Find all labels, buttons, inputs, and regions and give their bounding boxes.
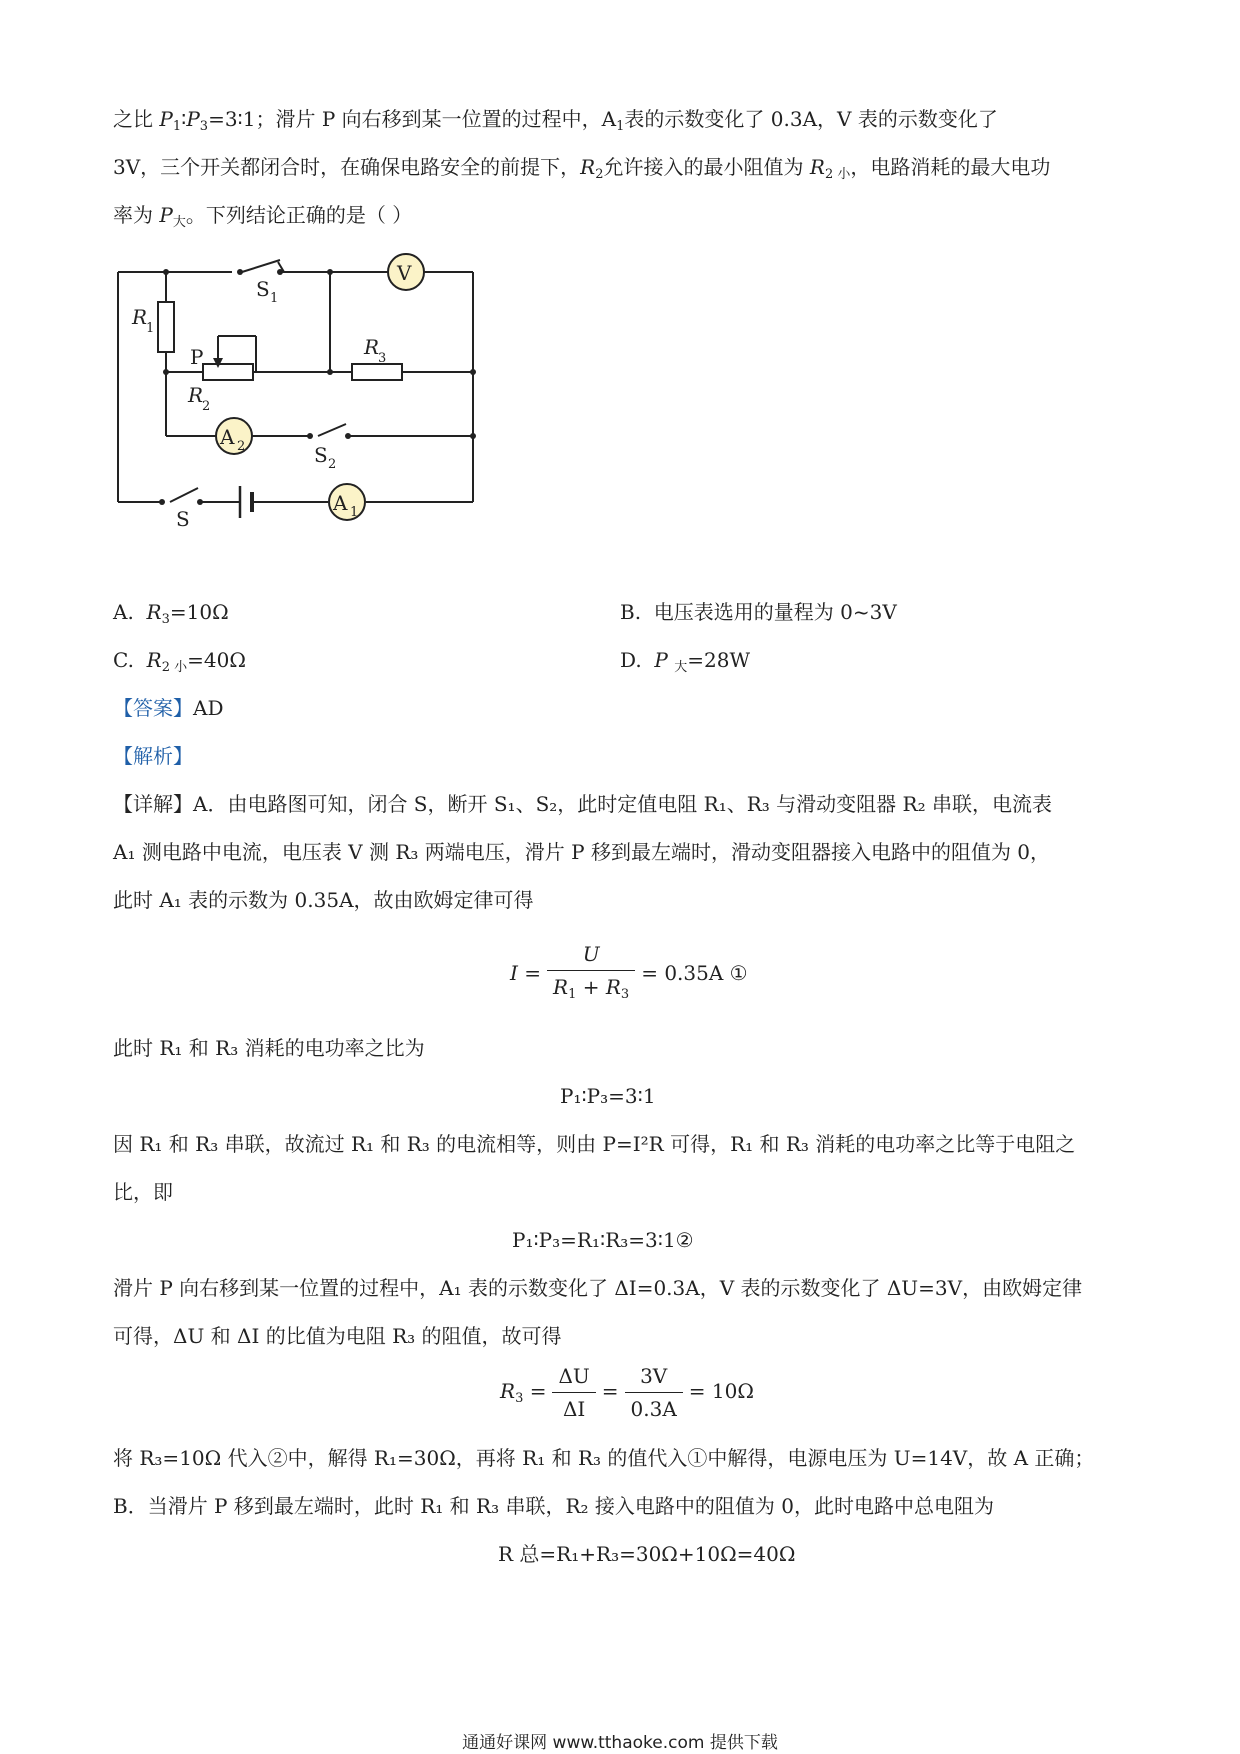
svg-text:1: 1 [350, 505, 359, 520]
detail-line-3: 此时 A₁ 表的示数为 0.35A，故由欧姆定律可得 [113, 888, 534, 912]
option-c: C. $R_{2 小}=40\Omega$ [113, 648, 246, 675]
label-v: V [397, 261, 412, 285]
svg-text:3: 3 [378, 351, 387, 366]
equation-3: P₁∶P₃=R₁∶R₃=3∶1② [512, 1228, 694, 1252]
detail-line-8: 可得，ΔU 和 ΔI 的比值为电阻 R₃ 的阻值，故可得 [113, 1324, 562, 1348]
label-s: S [176, 507, 190, 531]
label-r2: R [188, 383, 204, 407]
detail-line-10: B．当滑片 P 移到最左端时，此时 R₁ 和 R₃ 串联，R₂ 接入电路中的阻值为 0，此时电路中总电阻为 [113, 1494, 994, 1518]
intro-line-1: 之比 $P_1∶P_3=3∶1$；滑片 P 向右移到某一位置的过程中，$A_1$表的示数变化了 0.3A，V 表的示数变化了 [113, 107, 998, 134]
equation-4: $R_3$ = $\frac{\Delta U}{\Delta I}$ = $\frac{3V}{0.3A}$ = 10Ω [500, 1364, 754, 1421]
label-r1: R [132, 305, 148, 329]
option-d: D. P $_大$=28W [620, 648, 751, 675]
label-a2: A [220, 425, 235, 449]
label-r3: R [364, 335, 380, 359]
svg-text:2: 2 [202, 399, 211, 414]
svg-text:1: 1 [270, 291, 279, 306]
option-a: A. $R_3=10\Omega$ [113, 600, 229, 627]
intro-line-3: 率为 $P_大$。下列结论正确的是（ ） [113, 203, 413, 230]
detail-line-2: A₁ 测电路中电流，电压表 V 测 R₃ 两端电压，滑片 P 移到最左端时，滑动变阻器接入电路中的阻值为 0， [113, 840, 1051, 864]
detail-line-9: 将 R₃=10Ω 代入②中，解得 R₁=30Ω，再将 R₁ 和 R₃ 的值代入①中解得，电源电压为 U=14V，故 A 正确； [113, 1446, 1095, 1470]
equation-1: I = $\frac{U}{R_1 + R_3}$ = 0.35A ① [510, 942, 748, 1002]
answer: 【答案】AD [113, 696, 224, 720]
detail-line-6: 比，即 [113, 1180, 173, 1204]
detail-line-4: 此时 R₁ 和 R₃ 消耗的电功率之比为 [113, 1036, 425, 1060]
svg-text:2: 2 [237, 439, 246, 454]
circuit-diagram [100, 240, 500, 540]
svg-text:2: 2 [328, 457, 337, 472]
detail-line-7: 滑片 P 向右移到某一位置的过程中，A₁ 表的示数变化了 ΔI=0.3A，V 表的示数变化了 ΔU=3V，由欧姆定律 [113, 1276, 1083, 1300]
footer: 通通好课网 www.tthaoke.com 提供下载 [462, 1733, 778, 1753]
label-s1: S [256, 277, 270, 301]
detail-line-1: 【详解】A．由电路图可知，闭合 S，断开 S₁、S₂，此时定值电阻 R₁、R₃ 与滑动变阻器 R₂ 串联，电流表 [113, 792, 1052, 816]
label-a1: A [333, 491, 348, 515]
option-b: B. 电压表选用的量程为 0~3V [620, 600, 897, 624]
svg-text:1: 1 [146, 321, 155, 336]
equation-5: R 总=R₁+R₃=30Ω+10Ω=40Ω [498, 1542, 796, 1566]
detail-line-5: 因 R₁ 和 R₃ 串联，故流过 R₁ 和 R₃ 的电流相等，则由 P=I²R 可得，R₁ 和 R₃ 消耗的电功率之比等于电阻之 [113, 1132, 1076, 1156]
label-s2: S [314, 443, 328, 467]
analysis-tag: 【解析】 [113, 744, 193, 768]
label-p: P [190, 345, 204, 369]
equation-2: P₁∶P₃=3∶1 [560, 1084, 656, 1108]
intro-line-2: 3V，三个开关都闭合时，在确保电路安全的前提下，$R_2$允许接入的最小阻值为 $R_{2 小}$，电路消耗的最大电功 [113, 155, 1051, 182]
